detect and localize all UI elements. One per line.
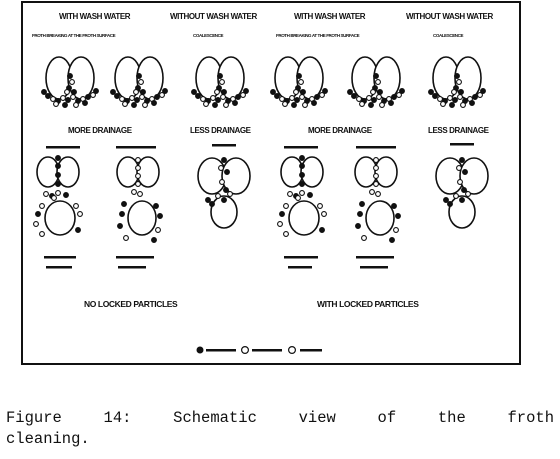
- caption-word: 14:: [103, 409, 132, 427]
- hydrophobic-particle: [216, 98, 221, 103]
- small-text-line: [46, 266, 72, 269]
- hydrophilic-particle: [448, 96, 453, 101]
- hydrophilic-particle: [290, 96, 295, 101]
- hydrophobic-particle: [460, 158, 465, 163]
- hydrophilic-particle: [204, 102, 209, 107]
- hydrophobic-particle: [192, 90, 197, 95]
- hydrophilic-particle: [441, 102, 446, 107]
- hydrophilic-particle: [360, 102, 365, 107]
- small-text-line: [356, 146, 396, 149]
- hydrophilic-particle: [211, 96, 216, 101]
- hydrophilic-particle: [220, 180, 225, 185]
- hydrophilic-particle: [370, 190, 375, 195]
- hydrophobic-particle: [36, 212, 41, 217]
- hydrophobic-particle: [68, 74, 73, 79]
- hydrophilic-particle: [44, 192, 49, 197]
- header-3: WITH WASH WATER: [294, 12, 366, 21]
- header-4: WITHOUT WASH WATER: [406, 12, 493, 21]
- hydrophilic-particle: [284, 232, 289, 237]
- hydrophobic-particle: [56, 182, 61, 187]
- hydrophobic-particle: [210, 202, 215, 207]
- hydrophobic-particle: [196, 94, 201, 99]
- hydrophobic-particle: [301, 90, 306, 95]
- small-text-line: [284, 146, 318, 149]
- hydrophobic-particle: [448, 202, 453, 207]
- hydrophilic-particle: [228, 192, 233, 197]
- hydrophilic-particle: [140, 95, 145, 100]
- hydrophobic-particle: [152, 238, 157, 243]
- small-text-line: [212, 144, 236, 147]
- hydrophilic-particle: [294, 90, 299, 95]
- hydrophilic-particle: [136, 166, 141, 171]
- hydrophobic-particle: [433, 94, 438, 99]
- hydrophilic-particle: [78, 212, 83, 217]
- hydrophobic-particle: [315, 95, 320, 100]
- hydrophilic-particle: [300, 191, 305, 196]
- hydrophilic-particle: [458, 95, 463, 100]
- hydrophobic-particle: [76, 228, 81, 233]
- hydrophobic-particle: [356, 224, 361, 229]
- hydrophilic-particle: [377, 95, 382, 100]
- hydrophilic-particle: [376, 80, 381, 85]
- hydrophilic-particle: [284, 204, 289, 209]
- small-text-line: [360, 266, 388, 269]
- hydrophobic-particle: [460, 198, 465, 203]
- hydrophobic-particle: [141, 90, 146, 95]
- hydrophobic-particle: [378, 90, 383, 95]
- sublabel-2: COALESCENCE: [193, 33, 224, 38]
- hydrophilic-particle: [71, 95, 76, 100]
- hydrophobic-particle: [396, 214, 401, 219]
- hydrophilic-particle: [362, 236, 367, 241]
- hydrophilic-particle: [454, 194, 459, 199]
- particle-legend: [197, 347, 322, 354]
- hydrophilic-particle: [296, 196, 301, 201]
- hydrophobic-particle: [225, 170, 230, 175]
- hydrophobic-particle: [473, 95, 478, 100]
- hydrophilic-particle: [288, 192, 293, 197]
- small-text-line: [450, 143, 474, 146]
- hydrophobic-particle: [400, 89, 405, 94]
- hydrophobic-particle: [453, 98, 458, 103]
- caption-word: view: [298, 409, 336, 427]
- hydrophilic-particle: [123, 102, 128, 107]
- hydrophilic-particle: [380, 103, 385, 108]
- hydrophilic-particle: [139, 80, 144, 85]
- hydrophilic-particle: [156, 228, 161, 233]
- figure-caption: [6, 408, 554, 450]
- hydrophilic-particle: [371, 90, 376, 95]
- hydrophobic-particle: [56, 173, 61, 178]
- hydrophilic-particle: [303, 103, 308, 108]
- hydrophobic-particle: [352, 94, 357, 99]
- caption-word: of: [377, 409, 397, 427]
- hydrophilic-particle: [40, 204, 45, 209]
- caption-word: froth: [507, 409, 554, 427]
- hydrophobic-particle: [222, 158, 227, 163]
- hydrophilic-particle: [136, 158, 141, 163]
- hydrophilic-particle: [280, 97, 285, 102]
- hydrophobic-particle: [56, 156, 61, 161]
- bottom-label-with-locked: WITH LOCKED PARTICLES: [317, 299, 419, 309]
- drainage-label-1: MORE DRAINAGE: [68, 126, 132, 135]
- hydrophobic-particle: [463, 170, 468, 175]
- hydrophobic-particle: [450, 103, 455, 108]
- hydrophobic-particle: [218, 74, 223, 79]
- hydrophobic-particle: [271, 90, 276, 95]
- small-text-line: [116, 256, 154, 259]
- small-text-line: [44, 256, 76, 259]
- hydrophilic-particle: [65, 90, 70, 95]
- hydrophilic-particle: [138, 192, 143, 197]
- hydrophilic-particle: [466, 192, 471, 197]
- hydrophobic-particle: [300, 156, 305, 161]
- small-text-line: [284, 256, 318, 259]
- hydrophilic-particle: [357, 97, 362, 102]
- hydrophilic-particle: [221, 95, 226, 100]
- hydrophilic-particle: [300, 95, 305, 100]
- hydrophobic-particle: [46, 94, 51, 99]
- hydrophilic-particle: [143, 103, 148, 108]
- hydrophobic-particle: [360, 202, 365, 207]
- hydrophilic-particle: [461, 103, 466, 108]
- hydrophobic-particle: [224, 188, 229, 193]
- small-text-line: [288, 266, 312, 269]
- small-text-line: [46, 146, 80, 149]
- hydrophilic-particle: [394, 228, 399, 233]
- hydrophobic-particle: [86, 95, 91, 100]
- hydrophobic-particle: [320, 228, 325, 233]
- sublabel-1: FROTH BREAKING AT THE FROTH SURFACE: [32, 33, 116, 38]
- hydrophobic-particle: [135, 98, 140, 103]
- hydrophobic-particle: [42, 90, 47, 95]
- caption-word: Figure: [6, 409, 62, 427]
- hydrophilic-particle: [318, 204, 323, 209]
- hydrophilic-particle: [34, 222, 39, 227]
- hydrophobic-particle: [292, 103, 297, 108]
- legend-text-line: [206, 349, 236, 352]
- hydrophobic-particle: [295, 98, 300, 103]
- hydrophilic-particle: [51, 97, 56, 102]
- drainage-label-3: MORE DRAINAGE: [308, 126, 372, 135]
- drainage-label-2: LESS DRAINAGE: [190, 126, 251, 135]
- hydrophilic-particle: [74, 204, 79, 209]
- header-2: WITHOUT WASH WATER: [170, 12, 257, 21]
- hydrophobic-particle: [152, 101, 157, 106]
- small-text-line: [356, 256, 394, 259]
- hydrophobic-particle: [63, 103, 68, 108]
- hydrophobic-particle: [358, 212, 363, 217]
- hydrophilic-particle: [299, 80, 304, 85]
- hydrophilic-particle: [201, 97, 206, 102]
- hydrophobic-particle: [236, 95, 241, 100]
- sublabel-4: COALESCENCE: [433, 33, 464, 38]
- hydrophobic-particle: [462, 188, 467, 193]
- hydrophobic-particle: [120, 212, 125, 217]
- hydrophobic-particle: [222, 90, 227, 95]
- hydrophilic-particle: [132, 190, 137, 195]
- hydrophobic-particle: [155, 95, 160, 100]
- hydrophobic-particle: [392, 95, 397, 100]
- hydrophobic-particle: [233, 101, 238, 106]
- hydrophobic-particle: [118, 224, 123, 229]
- hydrophilic-particle: [52, 196, 57, 201]
- hydrophobic-particle: [323, 89, 328, 94]
- bubble: [128, 201, 156, 235]
- bottom-label-no-locked: NO LOCKED PARTICLES: [84, 299, 178, 309]
- hydrophobic-particle: [300, 182, 305, 187]
- hydrophilic-particle: [120, 97, 125, 102]
- sublabel-3: FROTH BREAKING AT THE FROTH SURFACE: [276, 33, 360, 38]
- hydrophilic-particle: [216, 194, 221, 199]
- hydrophobic-particle: [94, 89, 99, 94]
- hydrophobic-particle: [64, 193, 69, 198]
- hydrophobic-particle: [481, 89, 486, 94]
- hydrophilic-particle: [457, 166, 462, 171]
- hydrophilic-particle: [215, 90, 220, 95]
- hydrophobic-particle: [222, 198, 227, 203]
- hydrophobic-particle: [429, 90, 434, 95]
- hydrophobic-particle: [470, 101, 475, 106]
- hydrophilic-particle: [124, 236, 129, 241]
- hydrophilic-particle: [457, 80, 462, 85]
- hydrophilic-particle: [70, 80, 75, 85]
- hydrophilic-particle: [40, 232, 45, 237]
- hydrophobic-particle: [72, 90, 77, 95]
- hydrophobic-particle: [300, 164, 305, 169]
- hydrophobic-particle: [137, 74, 142, 79]
- hydrophobic-particle: [115, 94, 120, 99]
- legend-locked-marker: [289, 347, 296, 354]
- hydrophobic-particle: [312, 101, 317, 106]
- legend-text-line: [300, 349, 322, 352]
- hydrophilic-particle: [219, 166, 224, 171]
- hydrophobic-particle: [66, 98, 71, 103]
- hydrophilic-particle: [374, 182, 379, 187]
- hydrophobic-particle: [455, 74, 460, 79]
- hydrophilic-particle: [452, 90, 457, 95]
- hydrophilic-particle: [54, 102, 59, 107]
- caption-word: the: [437, 409, 466, 427]
- hydrophobic-particle: [206, 198, 211, 203]
- hydrophilic-particle: [374, 174, 379, 179]
- bubble: [45, 201, 75, 235]
- hydrophilic-particle: [220, 80, 225, 85]
- caption-word: Schematic: [173, 409, 257, 427]
- legend-hydrophobic-marker: [197, 347, 203, 353]
- legend-text-line: [252, 349, 282, 352]
- hydrophobic-particle: [459, 90, 464, 95]
- hydrophobic-particle: [369, 103, 374, 108]
- bubble: [289, 201, 319, 235]
- hydrophilic-particle: [136, 182, 141, 187]
- hydrophilic-particle: [458, 180, 463, 185]
- hydrophobic-particle: [154, 204, 159, 209]
- hydrophilic-particle: [136, 174, 141, 179]
- hydrophilic-particle: [278, 222, 283, 227]
- hydrophobic-particle: [300, 173, 305, 178]
- hydrophobic-particle: [280, 212, 285, 217]
- drainage-label-4: LESS DRAINAGE: [428, 126, 489, 135]
- hydrophilic-particle: [74, 103, 79, 108]
- hydrophilic-particle: [376, 192, 381, 197]
- hydrophilic-particle: [374, 166, 379, 171]
- caption-line-2: cleaning.: [6, 430, 90, 448]
- hydrophobic-particle: [392, 204, 397, 209]
- small-text-line: [116, 146, 156, 149]
- bubble: [366, 201, 394, 235]
- hydrophobic-particle: [122, 202, 127, 207]
- small-text-line: [118, 266, 146, 269]
- hydrophobic-particle: [83, 101, 88, 106]
- hydrophilic-particle: [438, 97, 443, 102]
- hydrophobic-particle: [56, 164, 61, 169]
- header-1: WITH WASH WATER: [59, 12, 131, 21]
- hydrophobic-particle: [389, 101, 394, 106]
- hydrophilic-particle: [367, 96, 372, 101]
- hydrophilic-particle: [130, 96, 135, 101]
- hydrophilic-particle: [283, 102, 288, 107]
- hydrophobic-particle: [348, 90, 353, 95]
- hydrophobic-particle: [374, 74, 379, 79]
- hydrophobic-particle: [372, 98, 377, 103]
- hydrophobic-particle: [444, 198, 449, 203]
- hydrophobic-particle: [244, 89, 249, 94]
- hydrophobic-particle: [275, 94, 280, 99]
- hydrophobic-particle: [158, 214, 163, 219]
- hydrophobic-particle: [308, 193, 313, 198]
- hydrophilic-particle: [322, 212, 327, 217]
- hydrophobic-particle: [213, 103, 218, 108]
- hydrophilic-particle: [224, 103, 229, 108]
- hydrophilic-particle: [56, 191, 61, 196]
- schematic-artwork: [34, 57, 488, 269]
- hydrophobic-particle: [297, 74, 302, 79]
- legend-hydrophilic-marker: [242, 347, 249, 354]
- hydrophobic-particle: [111, 90, 116, 95]
- hydrophobic-particle: [163, 89, 168, 94]
- hydrophobic-particle: [390, 238, 395, 243]
- hydrophilic-particle: [134, 90, 139, 95]
- hydrophilic-particle: [61, 96, 66, 101]
- hydrophobic-particle: [132, 103, 137, 108]
- hydrophilic-particle: [374, 158, 379, 163]
